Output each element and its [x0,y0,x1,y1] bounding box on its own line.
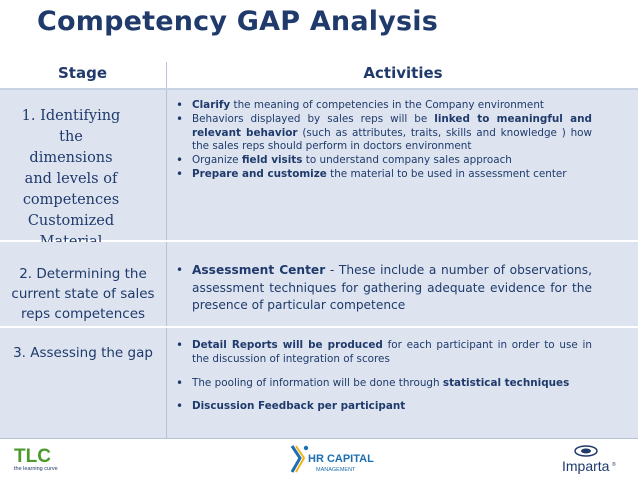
activities-cell [176,339,592,424]
activity-text: Behaviors displayed by sales reps will be [192,112,435,125]
activity-item [176,154,592,168]
activity-text: to understand company sales approach [302,154,512,167]
activity-text: The pooling of information will be done through [192,376,443,389]
activity-item [176,262,592,315]
bullet-icon: • [176,263,184,277]
bullet-icon: • [176,399,184,414]
stage-text-line: current state of sales [11,286,155,302]
table-row [0,242,638,328]
stage-column-header: Stage [57,64,107,82]
activity-item [176,99,592,113]
table-row [0,328,638,439]
bullet-icon: • [176,98,184,112]
hr-capital-logo-sub: MANAGEMENT [316,467,356,473]
stage-text-line: Customized [27,213,115,229]
stage-cell [0,242,166,326]
activity-bold-text: Discussion Feedback per participant [192,400,406,413]
activity-bold-text: Clarify [192,99,231,111]
activity-bold-text: Detail Reports will be produced [192,339,383,351]
stage-text-line: competences [22,192,120,208]
activity-bold-text: Prepare and customize [192,167,327,180]
activities-column-header: Activities [363,64,443,82]
stage-text-line: dimensions [29,150,113,166]
activities-cell [176,262,592,315]
hr-capital-logo [286,442,382,476]
activity-text: Organize [192,154,242,167]
activity-item [176,400,592,414]
stage-cell [0,90,166,240]
hr-capital-logo-text: HR CAPITAL [308,453,374,465]
activity-item [176,339,592,367]
slide-title: Competency GAP Analysis [37,6,439,37]
activity-item [176,168,592,182]
tlc-logo [14,444,68,472]
column-divider [166,242,167,326]
activity-bold-text: linked to meaningful and relevant behavior [192,112,592,139]
stage-text-line: 3. Assessing the gap [13,345,153,361]
activity-text: the meaning of competencies in the Company environment [230,99,544,111]
activity-bold-text: statistical techniques [442,376,570,389]
bullet-icon: • [176,166,184,181]
imparta-logo [562,442,622,476]
table-row [0,90,638,242]
bullet-icon: • [176,375,184,390]
column-divider [166,90,167,240]
activity-text: the material to be used in assessment center [326,167,567,180]
tlc-logo-tagline: the learning curve [14,466,58,472]
column-divider [166,328,167,438]
stage-text-line: and levels of [24,171,118,187]
activity-item [176,113,592,154]
bullet-icon: • [176,111,184,126]
footer [0,440,638,479]
activity-text: for each participant in order to use in the discussion of integration of scores [192,339,592,365]
stage-cell [0,328,166,438]
activities-cell [176,99,592,182]
stage-text-line: 2. Determining the [19,266,147,282]
bullet-icon: • [176,153,184,168]
imparta-logo-mark: ® [612,462,616,468]
stage-text-line: the [59,129,83,145]
bullet-icon: • [176,338,184,352]
stage-text-line: reps competences [20,306,146,322]
activity-bold-text: Assessment Center [192,263,326,277]
tlc-logo-text: TLC [14,446,51,467]
imparta-logo-text: Imparta [562,458,610,474]
activity-item [176,377,592,391]
table-header-row [0,60,638,90]
activity-text: (such as attributes, traits, skills and knowledge ) how the sales reps should perform in doctors environment [192,126,593,153]
activity-bold-text: field visits [241,154,303,167]
activity-text: - These include a number of observations, assessment techniques for gathering adequate evidence for the presence of particular competence [192,263,592,312]
stage-text-line: 1. Identifying [21,108,121,124]
header-column-divider [166,62,167,88]
